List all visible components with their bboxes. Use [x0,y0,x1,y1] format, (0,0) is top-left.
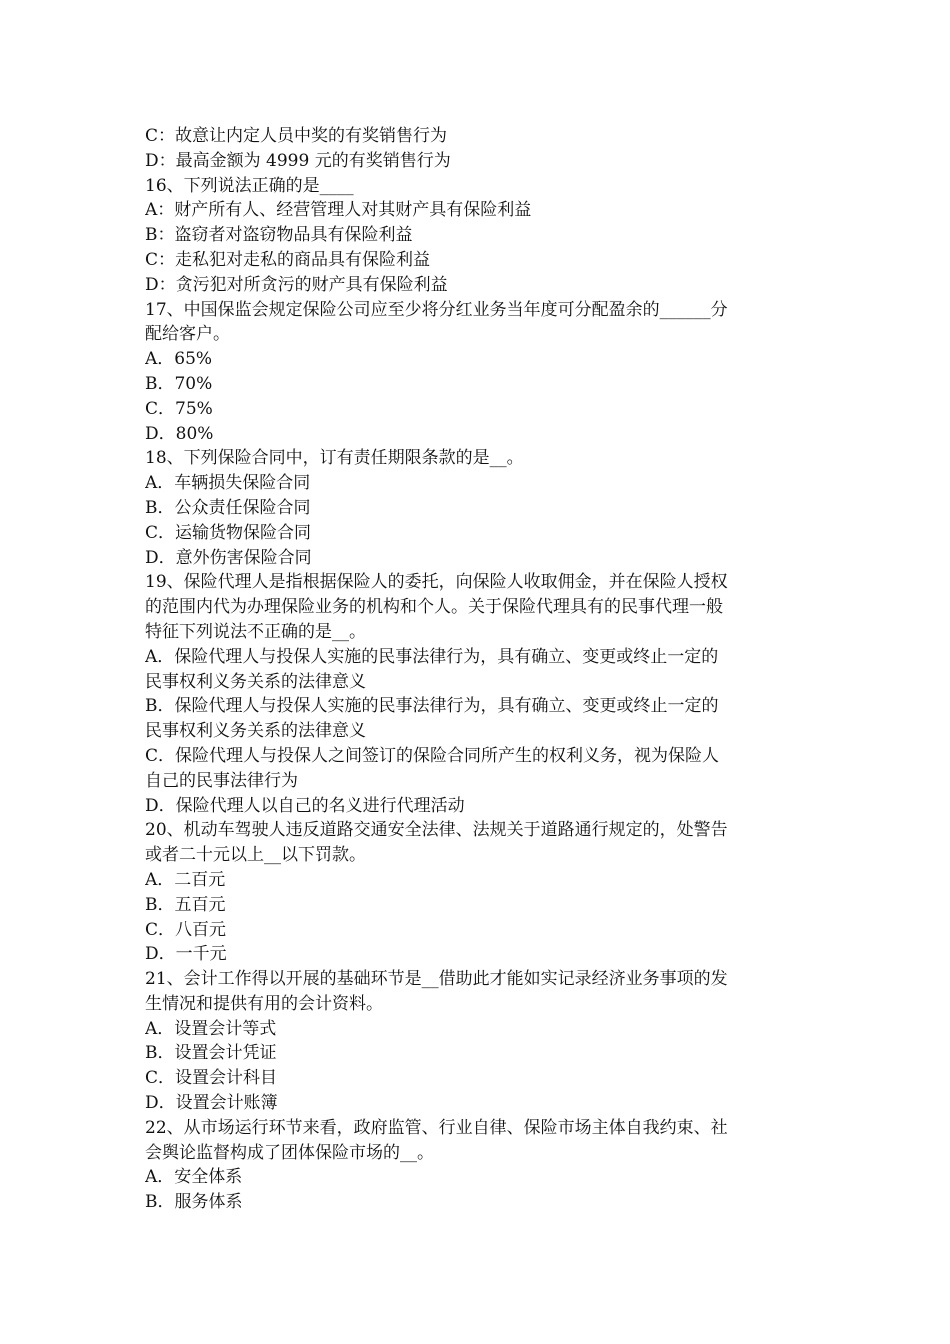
text-line: A．保险代理人与投保人实施的民事法律行为，具有确立、变更或终止一定的 [145,646,719,667]
text-line: 民事权利义务关系的法律意义 [145,671,366,692]
text-line: 民事权利义务关系的法律意义 [145,721,366,742]
text-line: 生情况和提供有用的会计资料。 [145,993,383,1014]
text-line: 配给客户。 [145,324,230,345]
text-line: D：最高金额为 4999 元的有奖销售行为 [145,150,451,171]
text-line: C．运输货物保险合同 [145,522,312,543]
text-line: D．一千元 [145,944,227,965]
text-line: A．二百元 [145,869,226,890]
text-line: 会舆论监督构成了团体保险市场的__。 [145,1142,434,1163]
text-line: 自己的民事法律行为 [145,770,298,791]
text-line: B．五百元 [145,894,226,915]
text-line: A．安全体系 [145,1167,243,1188]
text-line: D．设置会计账簿 [145,1093,278,1114]
text-line: A．65% [145,349,213,370]
text-line: B：盗窃者对盗窃物品具有保险利益 [145,225,413,246]
text-line: B．公众责任保险合同 [145,497,311,518]
text-line: C．保险代理人与投保人之间签订的保险合同所产生的权利义务，视为保险人 [145,745,720,766]
text-line: B．服务体系 [145,1192,243,1213]
text-line: C：走私犯对走私的商品具有保险利益 [145,249,431,270]
text-line: B．70% [145,373,213,394]
text-line: 21、会计工作得以开展的基础环节是__借助此才能如实记录经济业务事项的发 [145,969,728,990]
text-line: B．设置会计凭证 [145,1043,277,1064]
text-line: 22、从市场运行环节来看，政府监管、行业自律、保险市场主体自我约束、社 [145,1117,728,1138]
text-line: B．保险代理人与投保人实施的民事法律行为，具有确立、变更或终止一定的 [145,696,719,717]
text-line: 特征下列说法不正确的是__。 [145,621,366,642]
text-line: C：故意让内定人员中奖的有奖销售行为 [145,126,448,146]
text-line: A．设置会计等式 [145,1018,277,1039]
text-line: 19、保险代理人是指根据保险人的委托，向保险人收取佣金，并在保险人授权 [145,572,728,593]
text-line: A．车辆损失保险合同 [145,473,311,494]
text-line: C．八百元 [145,919,227,940]
text-line: 20、机动车驾驶人违反道路交通安全法律、法规关于道路通行规定的，处警告 [145,820,728,841]
text-line: 或者二十元以上__以下罚款。 [145,845,366,866]
text-line: 的范围内代为办理保险业务的机构和个人。关于保险代理具有的民事代理一般 [145,597,723,618]
text-line: D．保险代理人以自己的名义进行代理活动 [145,795,465,816]
document-body [145,124,810,1215]
text-line: 17、中国保监会规定保险公司应至少将分红业务当年度可分配盈余的______分 [145,299,728,320]
text-line: A：财产所有人、经营管理人对其财产具有保险利益 [145,200,532,221]
text-line: D：贪污犯对所贪污的财产具有保险利益 [145,274,448,295]
text-line: C．75% [145,398,213,419]
text-line: 16、下列说法正确的是____ [145,175,354,196]
text-line: 18、下列保险合同中，订有责任期限条款的是__。 [145,448,524,469]
text-line: D．80% [145,423,214,444]
text-line: D．意外伤害保险合同 [145,547,312,568]
text-line: C．设置会计科目 [145,1068,278,1089]
